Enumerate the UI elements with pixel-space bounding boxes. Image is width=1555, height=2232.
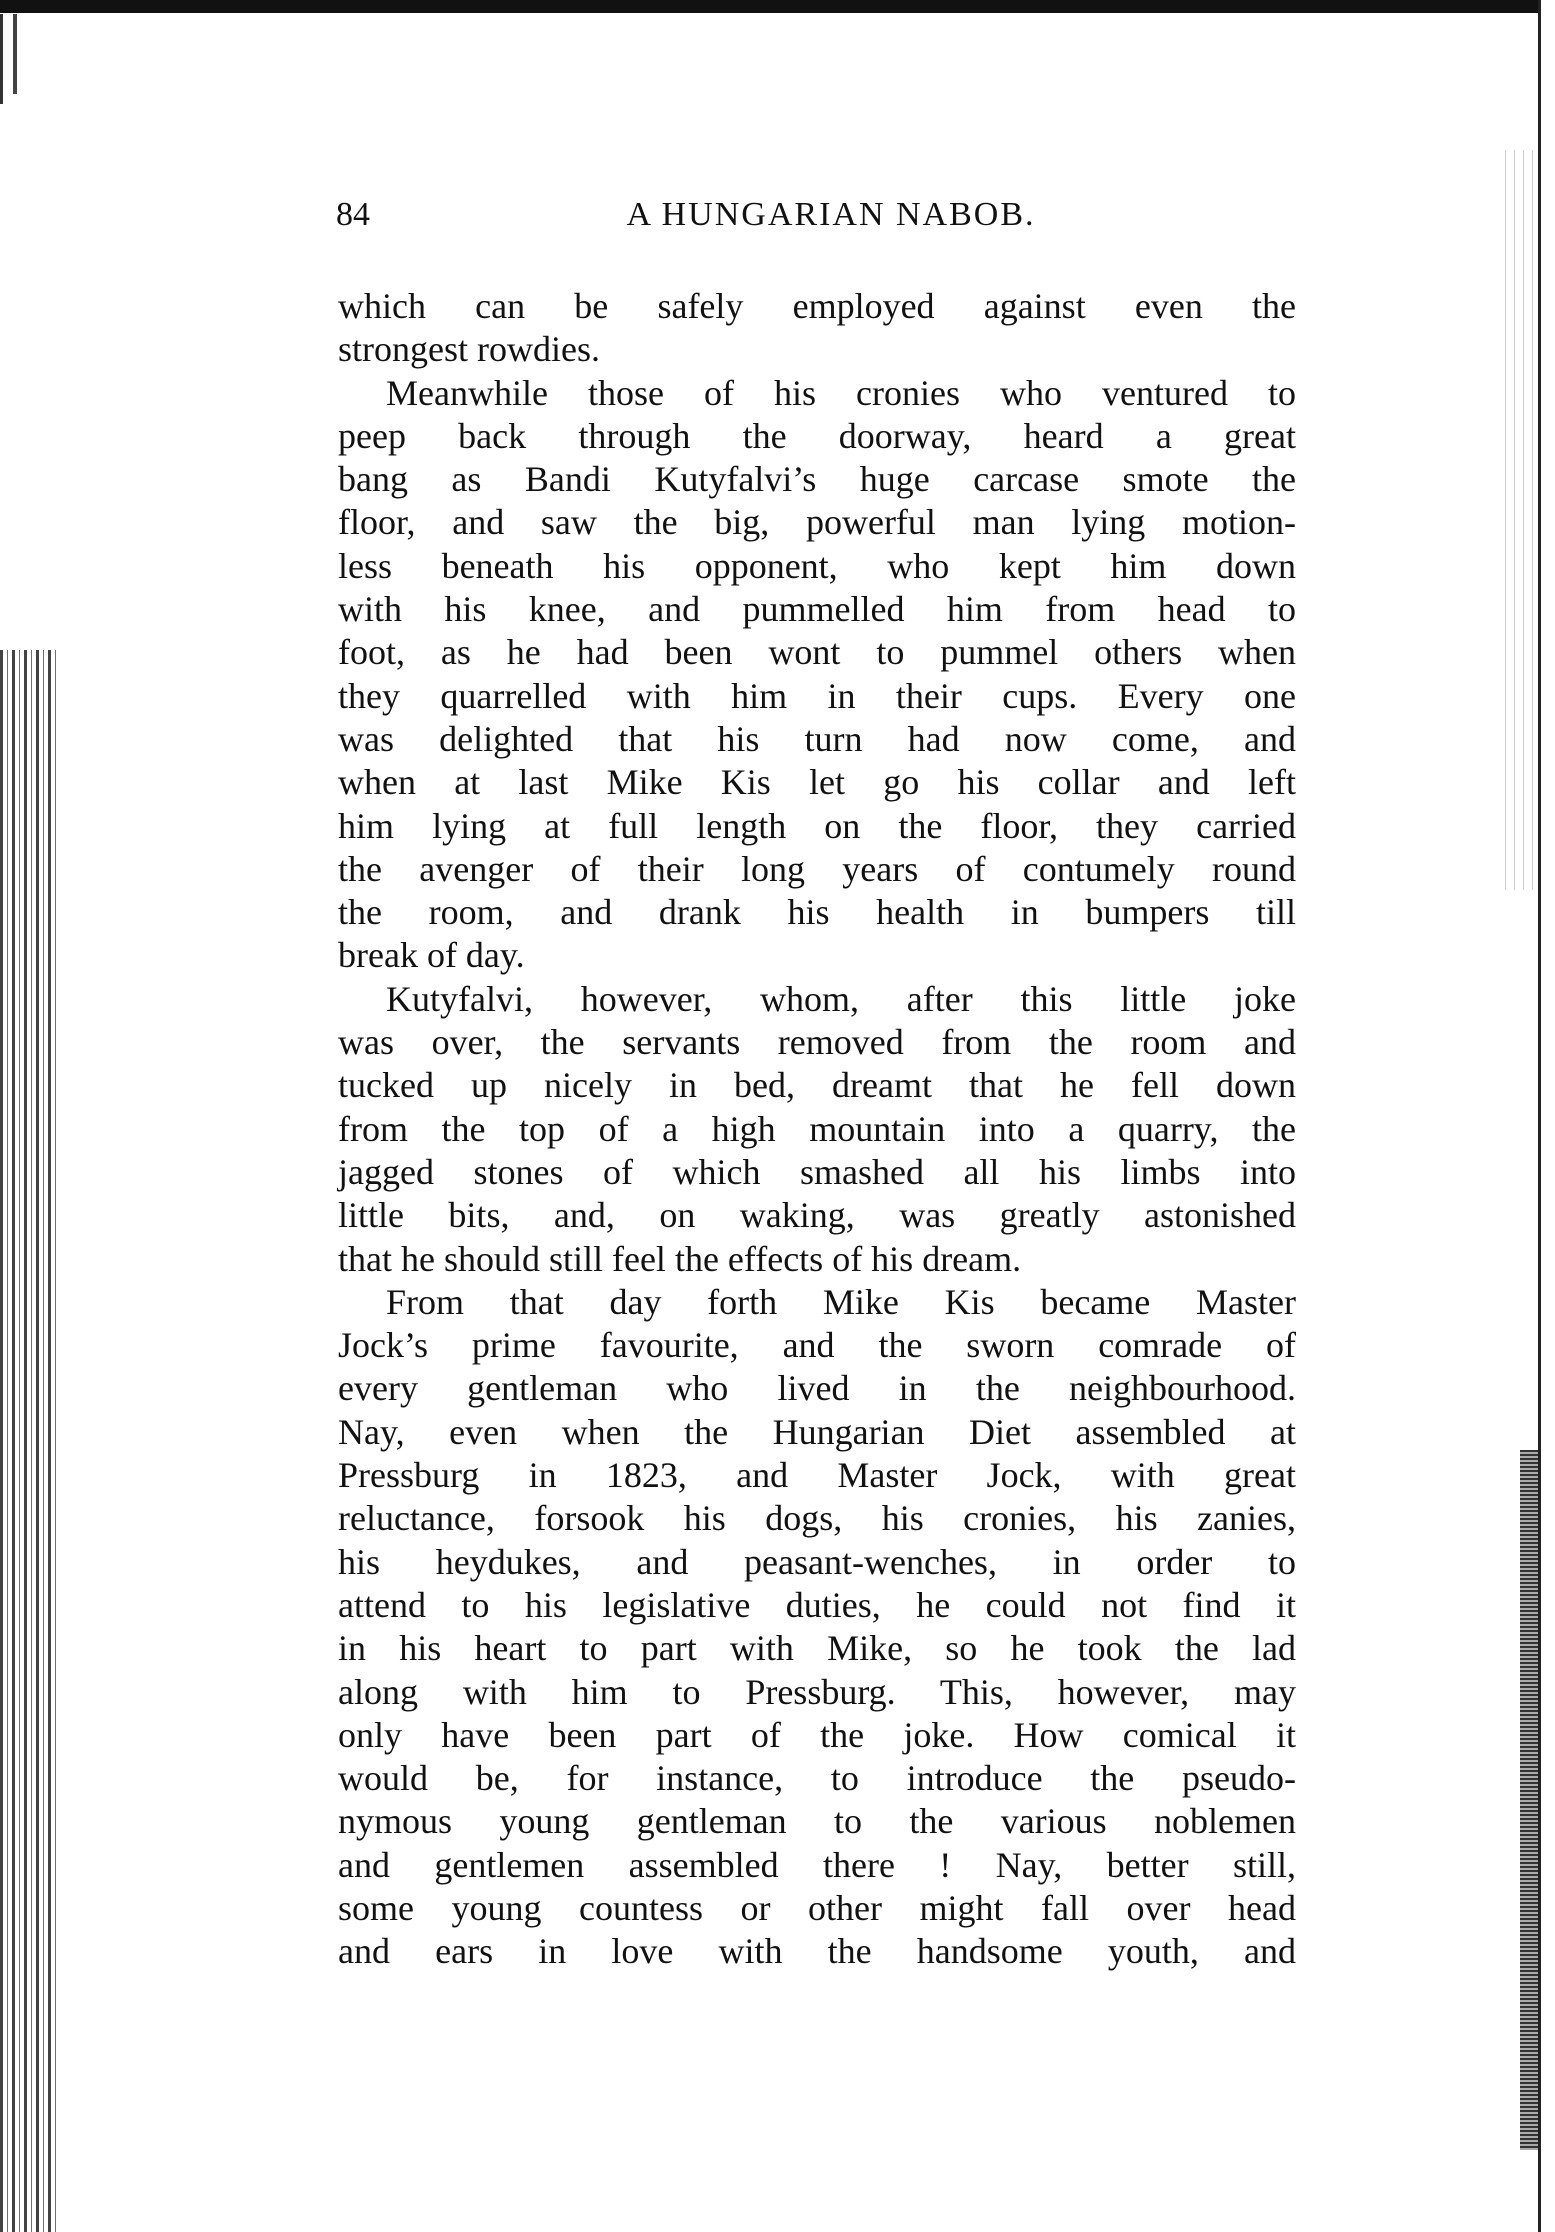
text-line: attend to his legislative duties, he could not find it <box>338 1584 1296 1625</box>
text-line: along with him to Pressburg. This, however, may <box>338 1671 1296 1712</box>
text-line: foot, as he had been wont to pummel others when <box>338 632 1296 673</box>
page-header <box>336 196 1296 246</box>
text-line: the room, and drank his health in bumpers till <box>338 892 1296 933</box>
text-line: Nay, even when the Hungarian Diet assembled at <box>338 1411 1296 1452</box>
text-line: reluctance, forsook his dogs, his cronies, his zanies, <box>338 1498 1296 1539</box>
text-line: and gentlemen assembled there ! Nay, better still, <box>338 1844 1296 1885</box>
page-body-text <box>338 285 1296 1974</box>
text-line: which can be safely employed against even the <box>338 286 1296 326</box>
text-line: his heydukes, and peasant-wenches, in order to <box>338 1541 1296 1582</box>
text-line: in his heart to part with Mike, so he took the lad <box>338 1628 1296 1669</box>
text-line: little bits, and, on waking, was greatly astonished <box>338 1195 1296 1236</box>
text-line: From that day forth Mike Kis became Master <box>386 1281 1296 1322</box>
text-line: peep back through the doorway, heard a great <box>338 415 1296 456</box>
scan-right-edge-artifact-lower <box>1520 1450 1538 2150</box>
text-line: Pressburg in 1823, and Master Jock, with great <box>338 1455 1296 1496</box>
scan-right-edge <box>1538 0 1541 2232</box>
text-line: Meanwhile those of his cronies who ventured to <box>386 372 1296 413</box>
text-line: only have been part of the joke. How comical it <box>338 1714 1296 1755</box>
text-line: bang as Bandi Kutyfalvi’s huge carcase smote the <box>338 459 1296 500</box>
text-line: with his knee, and pummelled him from head to <box>338 589 1296 630</box>
running-title: A HUNGARIAN NABOB. <box>626 196 1036 233</box>
text-line: less beneath his opponent, who kept him down <box>338 545 1296 586</box>
text-line: and ears in love with the handsome youth, and <box>338 1931 1296 1972</box>
text-line: strongest rowdies. <box>338 329 600 370</box>
text-line: was over, the servants removed from the room and <box>338 1022 1296 1063</box>
text-line: every gentleman who lived in the neighbourhood. <box>338 1368 1296 1409</box>
page-number: 84 <box>336 196 370 233</box>
text-line: break of day. <box>338 935 525 976</box>
text-line: would be, for instance, to introduce the pseudo- <box>338 1758 1296 1799</box>
text-line: that he should still feel the effects of his dream. <box>338 1238 1022 1279</box>
text-line: tucked up nicely in bed, dreamt that he fell down <box>338 1065 1296 1106</box>
scan-corner-mark <box>0 14 33 104</box>
text-line: was delighted that his turn had now come, and <box>338 718 1296 759</box>
scan-right-edge-artifact <box>1505 150 1533 890</box>
text-line: jagged stones of which smashed all his limbs into <box>338 1151 1296 1192</box>
text-line: the avenger of their long years of contumely round <box>338 848 1296 889</box>
scan-left-edge-artifact <box>0 650 60 2232</box>
scan-top-border <box>0 0 1540 13</box>
text-line: him lying at full length on the floor, they carried <box>338 805 1296 846</box>
text-line: Kutyfalvi, however, whom, after this little joke <box>386 978 1296 1019</box>
text-line: when at last Mike Kis let go his collar and left <box>338 762 1296 803</box>
text-line: Jock’s prime favourite, and the sworn comrade of <box>338 1325 1296 1366</box>
text-line: nymous young gentleman to the various noblemen <box>338 1801 1296 1842</box>
text-line: floor, and saw the big, powerful man lying motion- <box>338 502 1296 543</box>
text-line: from the top of a high mountain into a quarry, the <box>338 1108 1296 1149</box>
text-line: they quarrelled with him in their cups. Every one <box>338 675 1296 716</box>
text-line: some young countess or other might fall over head <box>338 1887 1296 1928</box>
